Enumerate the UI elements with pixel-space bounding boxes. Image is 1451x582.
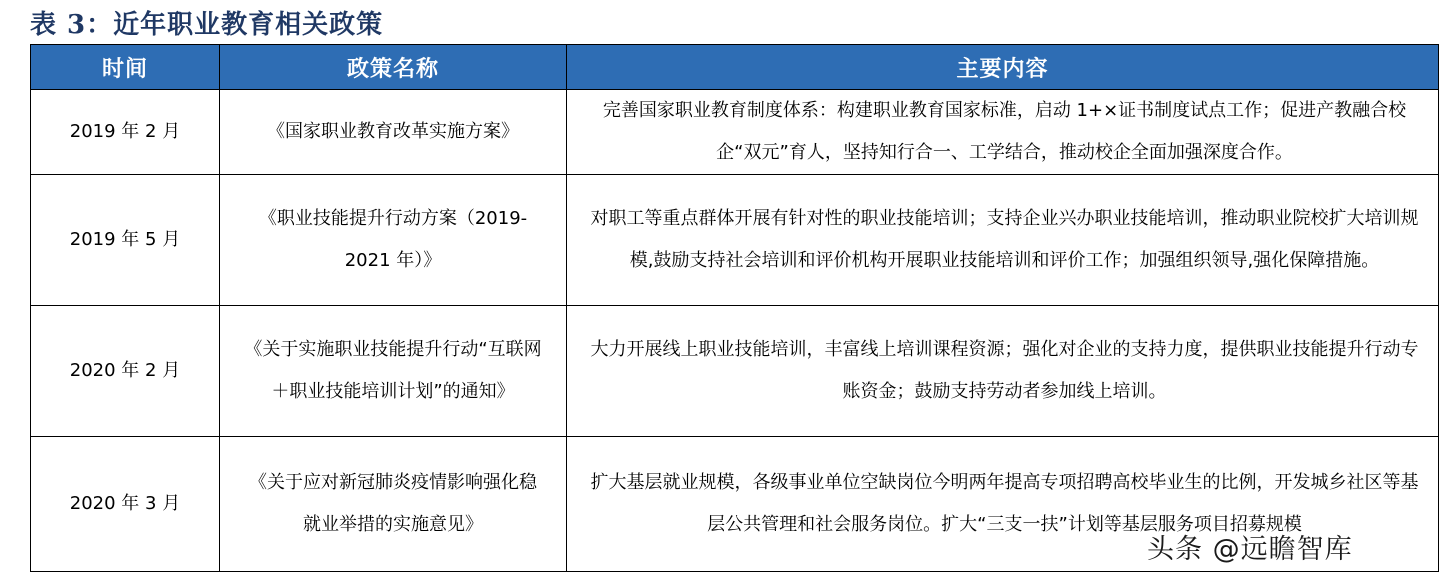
column-header-policy-name: 政策名称 [220, 45, 567, 90]
cell-date: 2020 年 2 月 [31, 306, 220, 437]
cell-date: 2020 年 3 月 [31, 437, 220, 572]
cell-policy-name: 《关于实施职业技能提升行动“互联网＋职业技能培训计划”的通知》 [220, 306, 567, 437]
policy-table [30, 44, 1439, 572]
cell-main-content: 对职工等重点群体开展有针对性的职业技能培训；支持企业兴办职业技能培训，推动职业院校扩大培训规模,鼓励支持社会培训和评价机构开展职业技能培训和评价工作；加强组织领导,强化保障措施。 [567, 175, 1439, 306]
cell-policy-name: 《职业技能提升行动方案（2019-2021 年）》 [220, 175, 567, 306]
cell-main-content: 完善国家职业教育制度体系：构建职业教育国家标准，启动 1+×证书制度试点工作；促进产教融合校企“双元”育人，坚持知行合一、工学结合，推动校企全面加强深度合作。 [567, 90, 1439, 175]
cell-date: 2019 年 2 月 [31, 90, 220, 175]
table-header-row [31, 45, 1439, 90]
table-row [31, 90, 1439, 175]
cell-date: 2019 年 5 月 [31, 175, 220, 306]
column-header-time: 时间 [31, 45, 220, 90]
table-caption: 表 3：近年职业教育相关政策 [30, 10, 384, 40]
watermark: 头条 @远瞻智库 [1147, 534, 1353, 565]
table-row [31, 175, 1439, 306]
table-row [31, 306, 1439, 437]
cell-main-content: 大力开展线上职业技能培训，丰富线上培训课程资源；强化对企业的支持力度，提供职业技能提升行动专账资金；鼓励支持劳动者参加线上培训。 [567, 306, 1439, 437]
cell-main-content: 扩大基层就业规模，各级事业单位空缺岗位今明两年提高专项招聘高校毕业生的比例，开发城乡社区等基层公共管理和社会服务岗位。扩大“三支一扶”计划等基层服务项目招募规模 [567, 437, 1439, 572]
cell-policy-name: 《关于应对新冠肺炎疫情影响强化稳就业举措的实施意见》 [220, 437, 567, 572]
column-header-main-content: 主要内容 [567, 45, 1439, 90]
cell-policy-name: 《国家职业教育改革实施方案》 [220, 90, 567, 175]
